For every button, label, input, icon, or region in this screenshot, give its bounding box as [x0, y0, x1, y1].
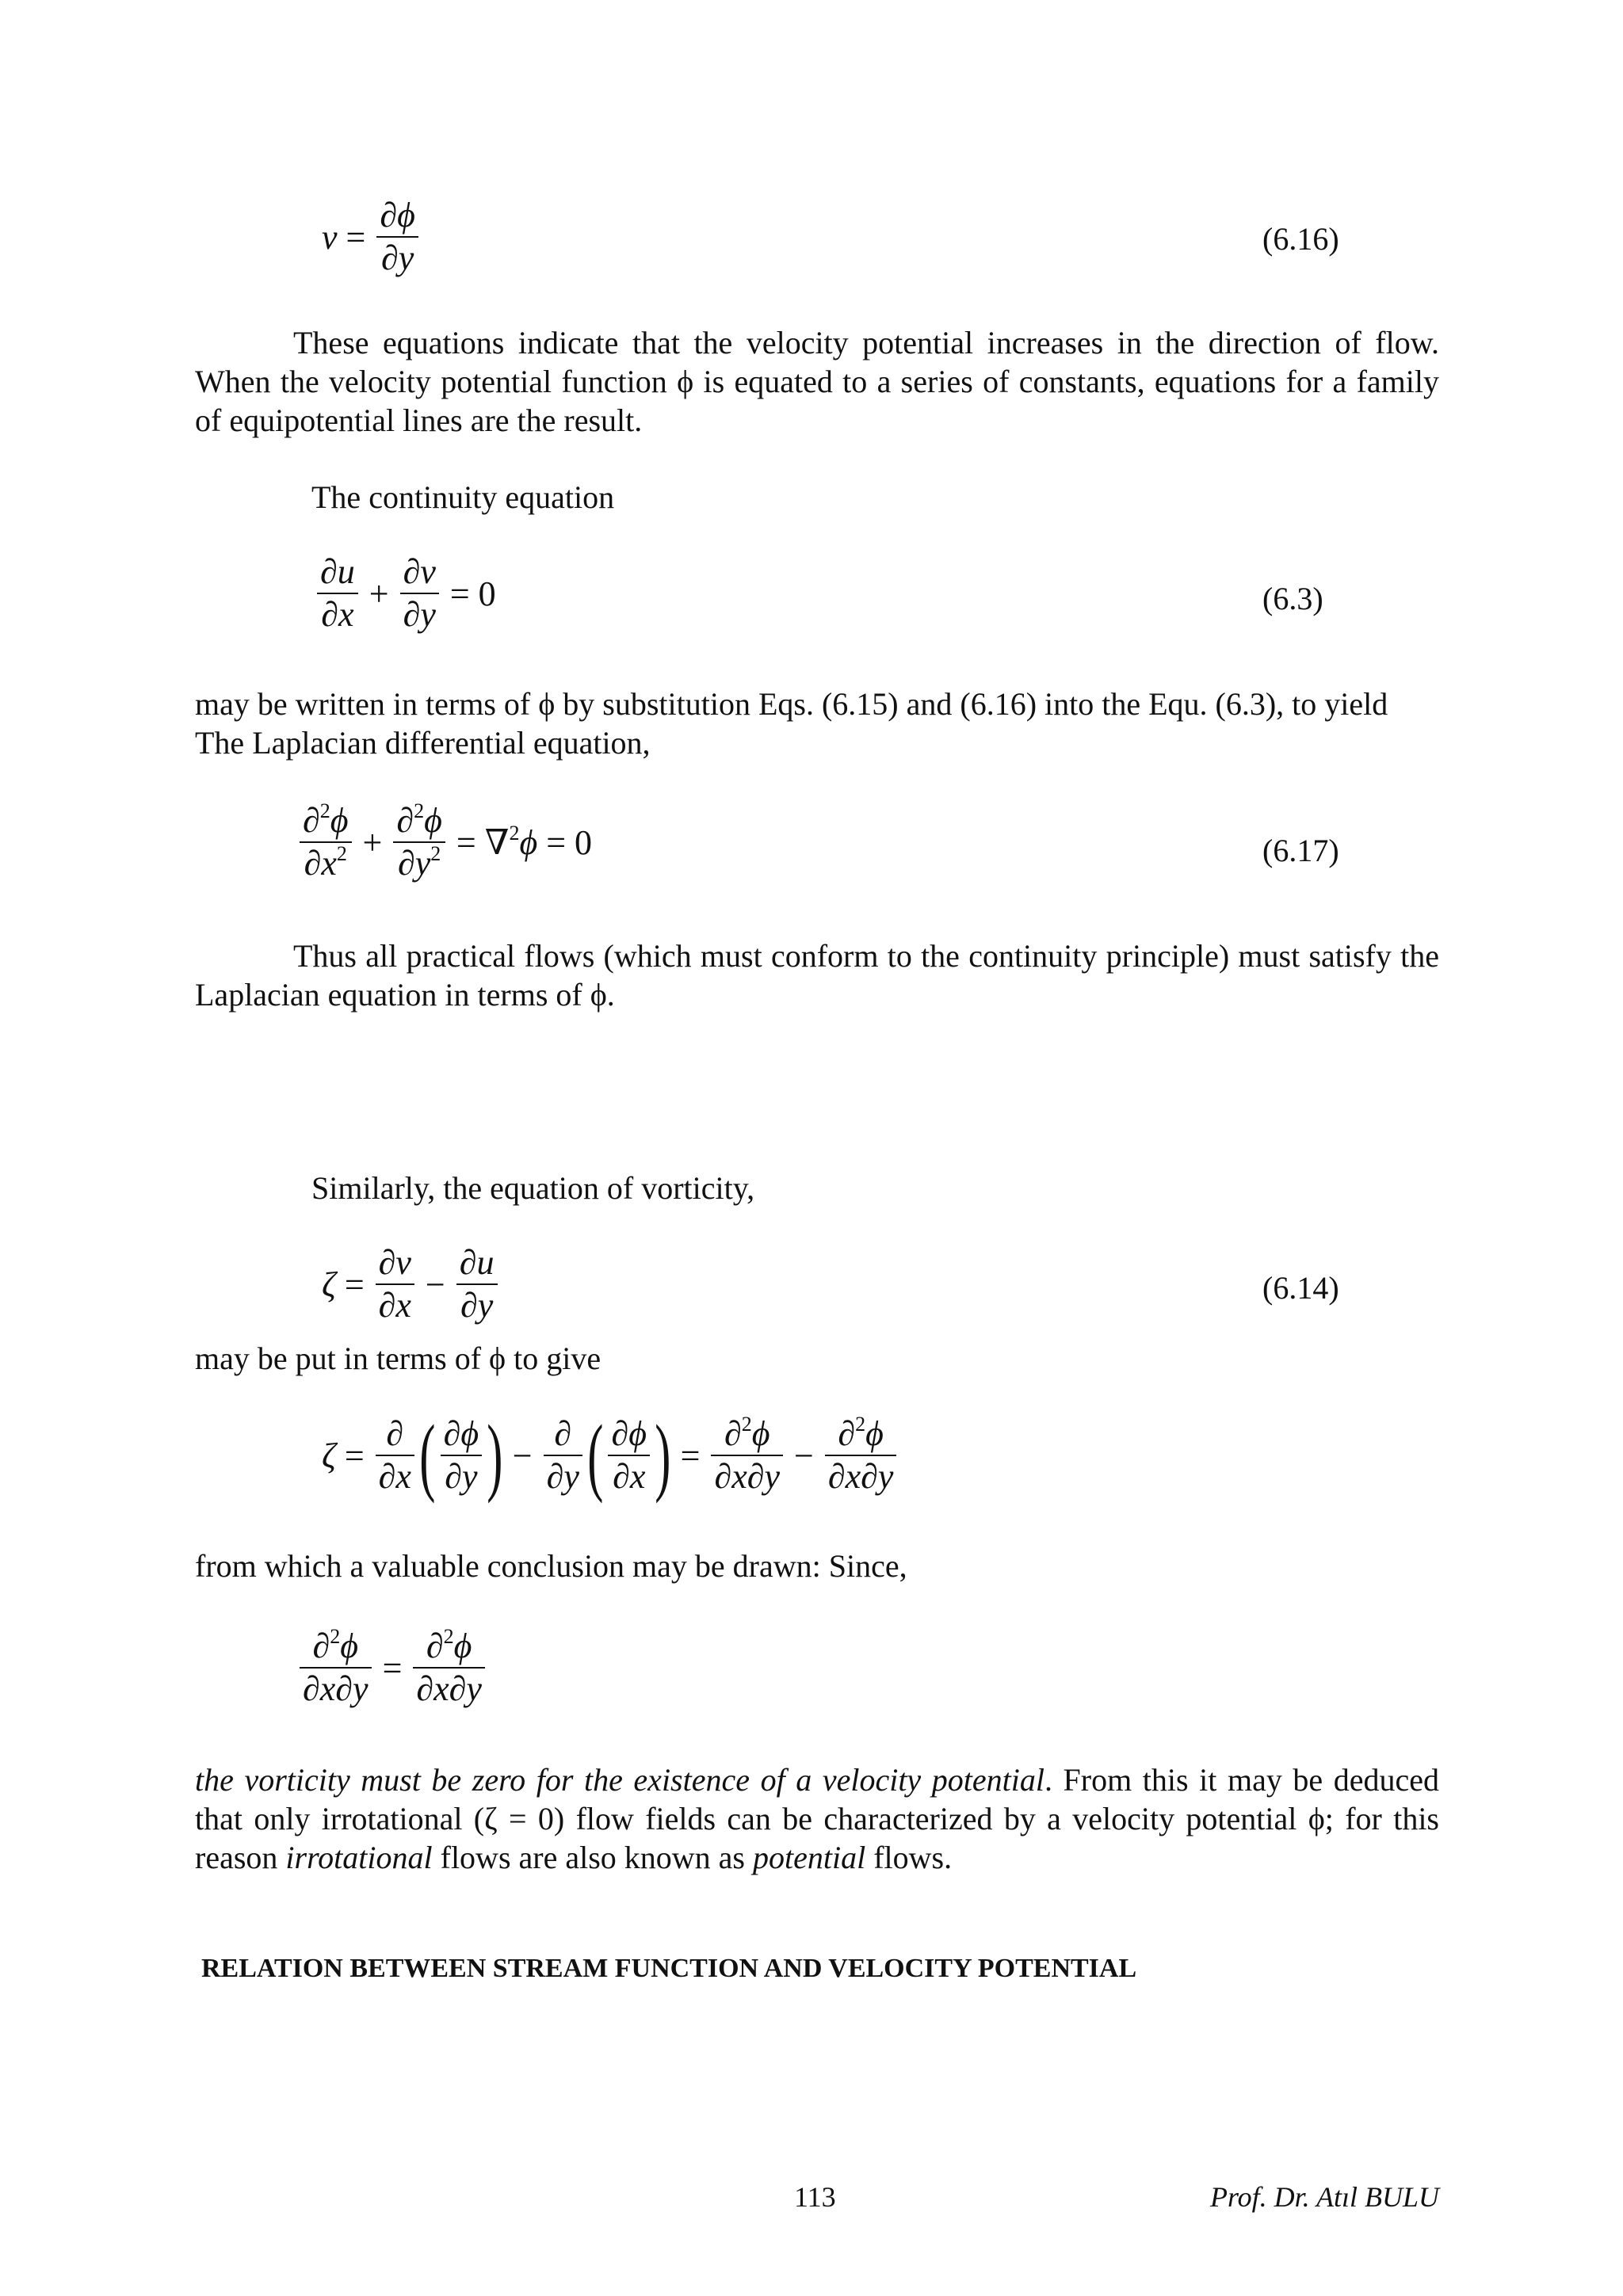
- equation-number-6-14: (6.14): [1262, 1270, 1339, 1306]
- equation-6-14: ζ = $\frac{\partial v}{\partial x}$ − $\frac{\partial u}{\partial y}$: [314, 1244, 501, 1325]
- equation-6-17: $\frac{\partial^2\phi}{\partial x^2}$ + $\frac{\partial^2\phi}{\partial y^2}$ = ∇$^2$ϕ = 0: [296, 802, 600, 883]
- text-also-known: flows are also known as: [432, 1840, 753, 1875]
- equation-number-6-3: (6.3): [1262, 581, 1323, 616]
- continuity-intro: The continuity equation: [311, 479, 615, 515]
- equation-number-6-17: (6.17): [1262, 833, 1339, 868]
- italic-irrotational: irrotational: [285, 1840, 433, 1875]
- paragraph-put-in-terms: may be put in terms of ϕ to give: [195, 1341, 601, 1376]
- equation-6-16: v = $\frac{\partial\phi}{\partial y}$: [314, 196, 422, 277]
- vorticity-intro: Similarly, the equation of vorticity,: [311, 1170, 755, 1206]
- equation-vorticity-phi: ζ = $\frac{\partial}{\partial x}$ ( $\frac{\partial\phi}{\partial y}$ ) − $\frac{\partial}{\partial y}$ ( $\frac{\partial\phi}{\partial x}$ ) = $\frac{\partial^2\phi}{\partial x\partial y}$ − $\frac{\partial^2\phi}{\partial x\partial y}$: [314, 1412, 899, 1499]
- text-flows: flows.: [865, 1840, 953, 1875]
- paragraph-conclusion-intro: from which a valuable conclusion may be drawn: Since,: [195, 1548, 907, 1584]
- equation-6-3: $\frac{\partial u}{\partial x}$ + $\frac{\partial v}{\partial y}$ = 0: [314, 553, 504, 634]
- page-number: 113: [794, 2181, 836, 2213]
- italic-vorticity-statement: the vorticity must be zero for the existence of a velocity potential: [195, 1762, 1044, 1798]
- paragraph-irrotational: [195, 1760, 1439, 1877]
- footer-author: Prof. Dr. Atıl BULU: [1209, 2181, 1439, 2213]
- paragraph-velocity-potential: These equations indicate that the velocity potential increases in the direction of flow. When the velocity potential function ϕ is equated to a series of constants, equations for a family of equipotential lines are the result.: [195, 325, 1439, 438]
- text-deduction: . From this it may be deduced that only irrotational (ζ = 0) flow fields can be characterized by a velocity potential ϕ; for this reason: [195, 1762, 1439, 1875]
- equation-number-6-16: (6.16): [1262, 221, 1339, 257]
- italic-potential: potential: [752, 1840, 866, 1875]
- section-heading: RELATION BETWEEN STREAM FUNCTION AND VELOCITY POTENTIAL: [201, 1954, 1137, 1983]
- paragraph-laplacian: Thus all practical flows (which must conform to the continuity principle) must satisfy the Laplacian equation in terms of ϕ.: [195, 938, 1439, 1013]
- equation-mixed-partials: $\frac{\partial^2\phi}{\partial x\partial y}$ = $\frac{\partial^2\phi}{\partial x\partial y}$: [296, 1627, 488, 1708]
- paragraph-substitution: may be written in terms of ϕ by substitution Eqs. (6.15) and (6.16) into the Equ. (6.3), to yield The Laplacian differential equation,: [195, 686, 1388, 761]
